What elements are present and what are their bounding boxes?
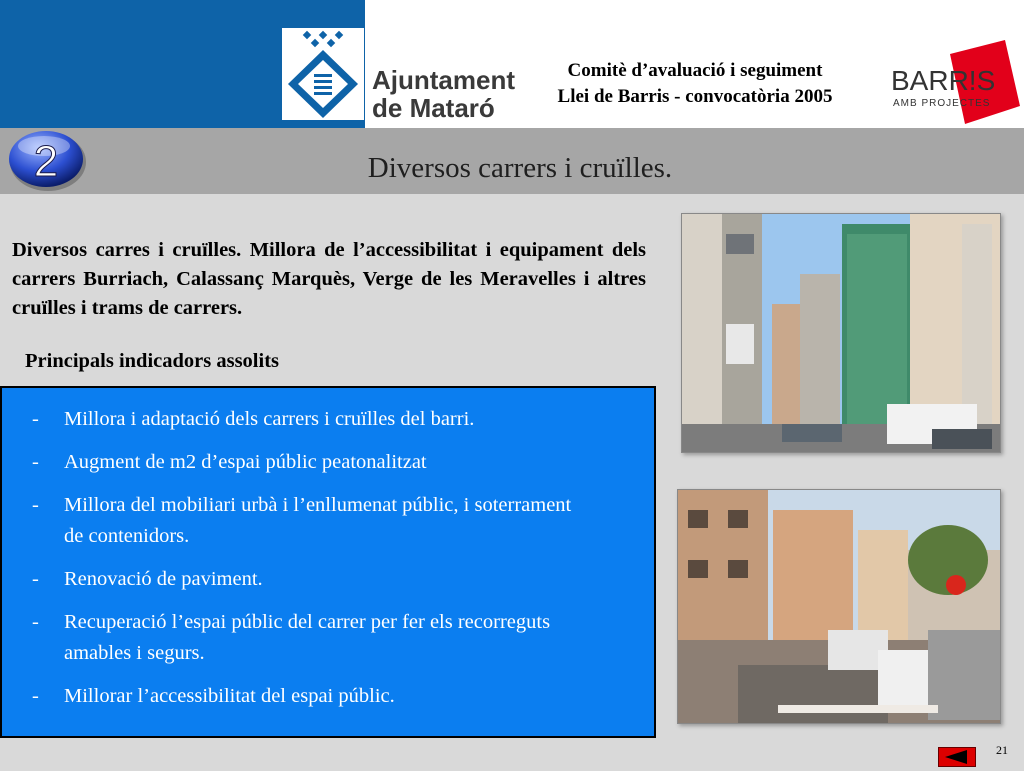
committee-line2: Llei de Barris - convocatòria 2005 — [557, 86, 833, 107]
indicator-text: Augment de m2 d’espai públic peatonalitzat — [64, 451, 427, 473]
indicator-item — [2, 607, 654, 669]
bullet-dash: - — [32, 494, 39, 516]
badge-number: 2 — [33, 137, 59, 186]
indicator-item — [2, 490, 654, 552]
ajuntament-shield-icon — [282, 28, 364, 120]
indicator-text: Renovació de paviment. — [64, 568, 263, 590]
indicators-heading: Principals indicadors assolits — [25, 350, 280, 372]
indicators-list — [2, 388, 654, 712]
street-photo-buildings — [681, 213, 1001, 453]
indicator-item — [2, 681, 654, 712]
page-number: 21 — [996, 743, 1008, 757]
indicators-box — [0, 386, 656, 738]
barris-logo — [885, 40, 1020, 128]
bullet-dash: - — [32, 451, 39, 473]
barris-logo-subtext: AMB PROJECTES — [893, 98, 991, 109]
indicator-text: Recuperació l’espai públic del carrer per fer els recorreguts amables i segurs. — [64, 611, 551, 664]
indicator-item — [2, 564, 654, 595]
committee-heading — [510, 58, 880, 110]
number-badge-icon — [8, 128, 88, 194]
org-name-line2: de Mataró — [372, 93, 495, 123]
indicator-item — [2, 447, 654, 478]
previous-slide-button[interactable] — [938, 747, 976, 767]
bullet-dash: - — [32, 568, 39, 590]
indicator-text: Millorar l’accessibilitat del espai públic. — [64, 685, 395, 707]
indicator-text: Millora i adaptació dels carrers i cruïlles del barri. — [64, 408, 475, 430]
page-title: Diversos carrers i cruïlles. — [367, 152, 673, 184]
indicator-text: Millora del mobiliari urbà i l’enllumenat públic, i soterrament de contenidors. — [64, 494, 572, 547]
barris-logo-text: BARR!S — [891, 65, 996, 96]
bullet-dash: - — [32, 685, 39, 707]
ajuntament-logo-text — [372, 66, 515, 122]
project-description: Diversos carres i cruïlles. Millora de l’accessibilitat i equipament dels carrers Burriach, Calassanç Marquès, Verge de les Meravelles i altres cruïlles i trams de carrers. — [12, 239, 646, 319]
bullet-dash: - — [32, 611, 39, 633]
arrow-left-icon — [939, 748, 975, 766]
bullet-dash: - — [32, 408, 39, 430]
indicator-item — [2, 404, 654, 435]
committee-line1: Comitè d’avaluació i seguiment — [567, 60, 823, 81]
street-photo-crossing — [677, 489, 1001, 724]
org-name-line1: Ajuntament — [372, 65, 515, 95]
